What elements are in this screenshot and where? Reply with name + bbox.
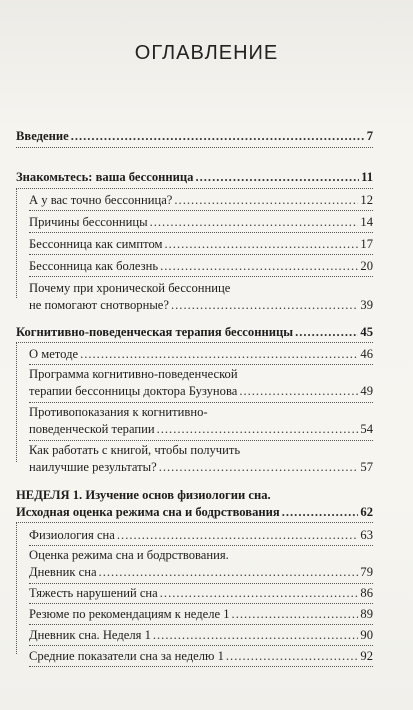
toc-entry[interactable]: Физиология сна ..... 63: [29, 527, 373, 544]
toc-entry[interactable]: Как работать с книгой, чтобы получить наилучшие результаты? ..... 57: [29, 442, 373, 476]
row-divider: [29, 402, 373, 403]
toc-entry[interactable]: Причины бессонницы ..... 14: [29, 214, 373, 231]
row-divider: [29, 440, 373, 441]
toc-entry[interactable]: А у вас точно бессонница? ..... 12: [29, 192, 373, 209]
row-divider: [29, 254, 373, 255]
toc-entry-chapter-week-1[interactable]: НЕДЕЛЯ 1. Изучение основ физиологии сна. Исходная оценка режима сна и бодрствования ..... 62: [16, 487, 373, 521]
toc-entry-chapter-cbt[interactable]: Когнитивно-поведенческая терапия бессонницы ..... 45: [16, 324, 373, 341]
page-title: ОГЛАВЛЕНИЕ: [134, 42, 279, 64]
toc-entry-chapter-meet-insomnia[interactable]: Знакомьтесь: ваша бессонница ..... 11: [16, 169, 373, 186]
toc-entry[interactable]: Оценка режима сна и бодрствования. Дневник сна ..... 79: [29, 547, 373, 581]
row-divider: [29, 232, 373, 233]
toc-entry[interactable]: Почему при хронической бессоннице не помогают снотворные? ..... 39: [29, 280, 373, 314]
toc-entry-introduction[interactable]: Введение ..... 7: [16, 128, 373, 145]
toc-entry[interactable]: Бессонница как болезнь ..... 20: [29, 258, 373, 275]
toc-entry[interactable]: Средние показатели сна за неделю 1 ..... 92: [29, 648, 373, 665]
row-divider: [29, 364, 373, 365]
toc-entry[interactable]: О методе ..... 46: [29, 346, 373, 363]
row-divider: [29, 666, 373, 667]
row-divider: [29, 276, 373, 277]
toc-entry[interactable]: Резюме по рекомендациям к неделе 1 ..... 89: [29, 606, 373, 623]
toc-entry[interactable]: Программа когнитивно-поведенческой терапии бессонницы доктора Бузунова ..... 49: [29, 366, 373, 400]
subsection-bracket: [16, 188, 17, 298]
subsection-bracket: [16, 342, 17, 462]
section-divider: [16, 342, 373, 343]
section-divider: [16, 188, 373, 189]
row-divider: [29, 545, 373, 546]
section-divider: [16, 147, 373, 148]
row-divider: [29, 583, 373, 584]
section-divider: [16, 522, 373, 523]
row-divider: [29, 210, 373, 211]
row-divider: [29, 603, 373, 604]
toc-entry[interactable]: Тяжесть нарушений сна ..... 86: [29, 585, 373, 602]
subsection-bracket: [16, 522, 17, 654]
row-divider: [29, 624, 373, 625]
toc-entry[interactable]: Бессонница как симптом ..... 17: [29, 236, 373, 253]
toc-entry[interactable]: Противопоказания к когнитивно- поведенческой терапии ..... 54: [29, 404, 373, 438]
row-divider: [29, 645, 373, 646]
toc-entry[interactable]: Дневник сна. Неделя 1 ..... 90: [29, 627, 373, 644]
